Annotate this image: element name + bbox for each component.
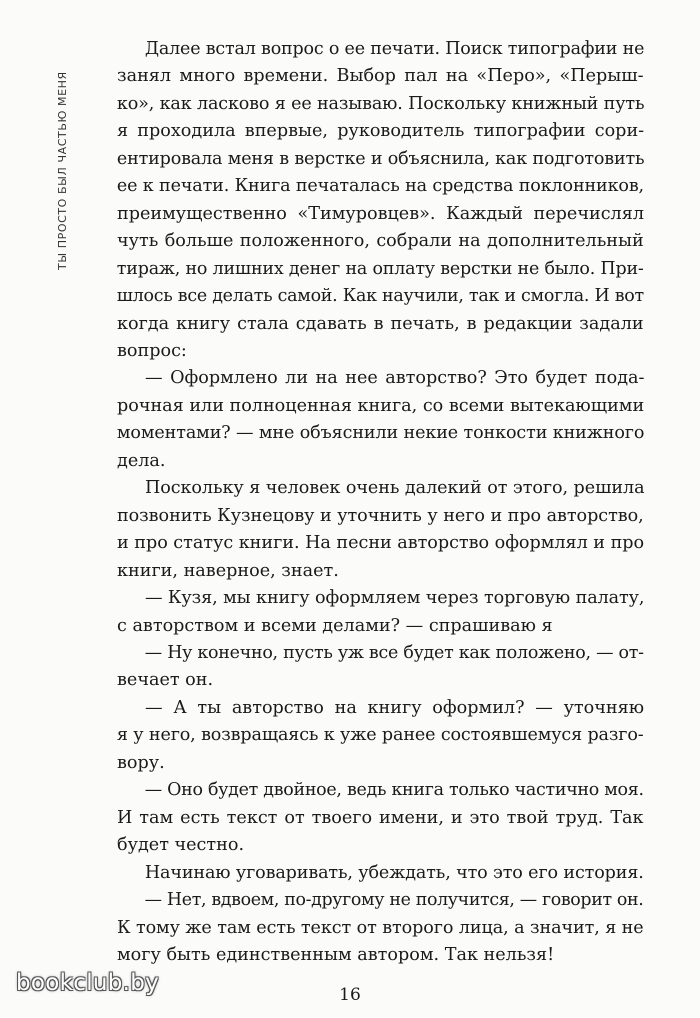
text-line: позвонить Кузнецову и уточнить у него и про авторство, — [116, 505, 644, 526]
text-line: — Нет, вдвоем, по-другому не получится, — говорит он. — [144, 890, 644, 911]
text-line: могу быть единственным автором. Так нельзя! — [117, 944, 555, 965]
text-line: моментами? — мне объяснили некие тонкости книжного — [116, 423, 645, 444]
text-line: тираж, но лишних денег на оплату верстки не было. При- — [116, 258, 644, 279]
page-number: 16 — [339, 985, 361, 1005]
text-line: преимущественно «Тимуровцев». Каждый перечислял — [117, 203, 644, 224]
paragraph — [117, 887, 672, 969]
text-line: ентировала меня в верстке и объяснила, как подготовить — [116, 148, 645, 169]
text-line: книги, наверное, знает. — [117, 560, 339, 581]
text-line: занял много времени. Выбор пал на «Перо», «Перыш- — [117, 66, 644, 87]
text-line: с авторством и всеми делами? — спрашиваю я — [117, 615, 553, 636]
paragraph — [117, 475, 672, 585]
paragraph — [117, 36, 672, 365]
text-line: я у него, возвращаясь к уже ранее состоявшемуся разго- — [116, 725, 644, 746]
text-line: ко», как ласково я ее называю. Поскольку книжный путь — [116, 93, 645, 114]
paragraph — [117, 640, 672, 695]
text-line: Далее встал вопрос о ее печати. Поиск типографии не — [144, 39, 645, 59]
text-line: К тому же там есть текст от второго лица, а значит, я не — [116, 917, 644, 938]
text-line: вечает он. — [117, 670, 214, 691]
text-line: шлось все делать самой. Как научили, так и смогла. И вот — [116, 286, 644, 307]
text-line: вору. — [117, 752, 165, 773]
text-line: И там есть текст от твоего имени, и это твой труд. Так — [117, 807, 644, 828]
text-line: Поскольку я человек очень далекий от этого, решила — [144, 478, 645, 499]
site-watermark: bookclub.by — [16, 970, 160, 996]
text-line: Начинаю уговаривать, убеждать, что это его история. — [144, 862, 644, 883]
paragraph — [117, 777, 672, 859]
text-line: вопрос: — [117, 340, 187, 361]
text-line: рочная или полноценная книга, со всеми вытекающими — [117, 395, 645, 416]
text-line: — Оформлено ли на нее авторство? Это будет пода- — [145, 368, 645, 389]
paragraph — [117, 365, 672, 475]
text-line: ее к печати. Книга печаталась на средства поклонников, — [116, 176, 644, 197]
text-line: — Оно будет двойное, ведь книга только частично моя. — [144, 780, 644, 801]
running-head — [56, 40, 76, 270]
text-line: — Ну конечно, пусть уж все будет как положено, — от- — [144, 642, 644, 663]
paragraph — [117, 860, 672, 887]
text-line: и про статус книги. На песни авторство оформлял и про — [117, 533, 645, 554]
text-line: я проходила впервые, руководитель типографии сори- — [117, 121, 645, 142]
paragraph — [117, 585, 672, 640]
text-line: — А ты авторство на книгу оформил? — уточняю — [145, 697, 645, 718]
text-line: когда книгу стала сдавать в печать, в редакции задали — [117, 313, 644, 334]
running-head-text: ТЫ ПРОСТО БЫЛ ЧАСТЬЮ МЕНЯ — [56, 71, 69, 270]
text-line: чуть больше положенного, собрали на дополнительный — [117, 231, 644, 252]
paragraph — [117, 695, 672, 777]
text-line: дела. — [117, 450, 166, 471]
text-line: — Кузя, мы книгу оформляем через торговую палату, — [144, 588, 645, 609]
text-line: будет честно. — [117, 835, 245, 856]
body-text — [117, 36, 672, 969]
